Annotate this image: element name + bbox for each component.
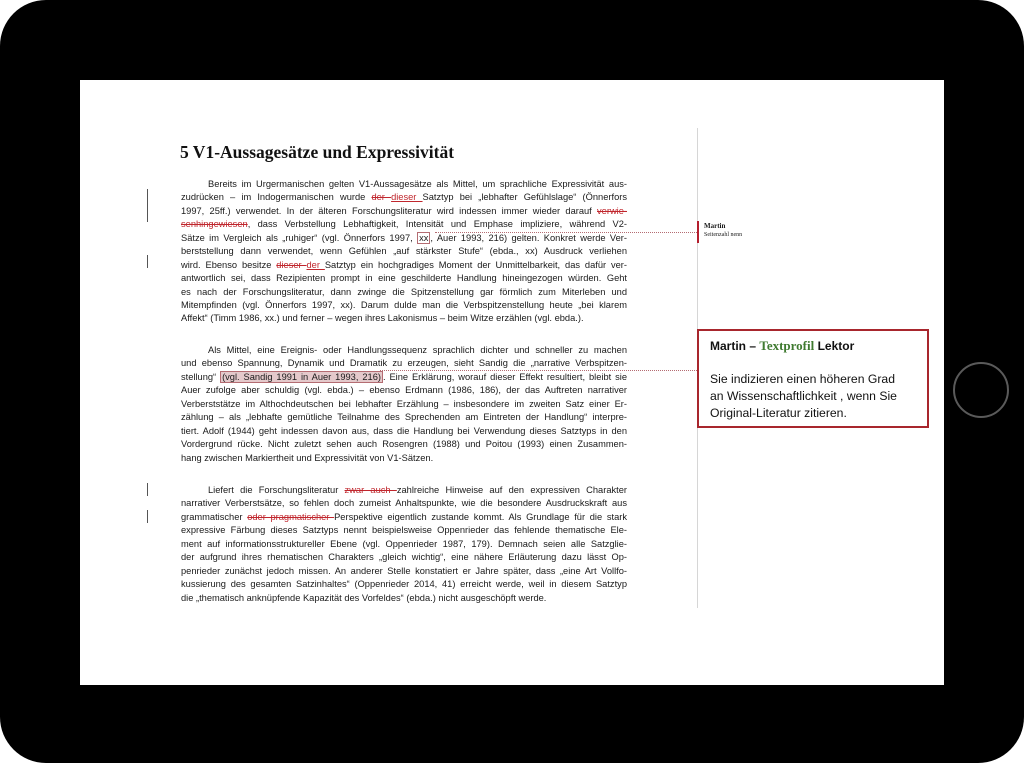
text-line: Auer zufolge aber schuldig (vgl. ebda.) – ebenso Erdmann (1986, 186), der das Auftreten narrativer [181, 385, 627, 396]
text-line: es nach der Forschungsliteratur, dann zwinge die Spitzenstellung gar förmlich zum Miterleben und [181, 286, 627, 297]
tracked-deletion[interactable]: senhingewiesen [181, 219, 248, 230]
page-title: 5 V1-Aussagesätze und Expressivität [180, 142, 455, 162]
text-line: 1997, 25ff.) verwendet. In der älteren Forschungsliteratur wird indessen immer wieder darauf verwie- [181, 205, 627, 216]
text-line: berststellung dann verwendet, wenn Gefühlen „auf stärkster Stufe“ (ebda., xx) Ausdruck verliehen [181, 246, 627, 257]
text-line: expressive Färbung dieses Satztyps nennt beispielsweise Oppenrieder das fehlende thematische Ele- [181, 525, 627, 536]
tracked-deletion[interactable]: zwar auch [344, 485, 397, 495]
comment-body: Sie indizieren einen höheren Grad an Wissenschaftlichkeit , wenn Sie Original-Literatur zitieren. [710, 372, 897, 420]
text-line: und ebenso Spannung, Dynamik und Dramatik zu erzeugen, sieht Sandig die „narrative Verbspitzen- [181, 358, 627, 369]
tracked-deletion[interactable]: der [371, 192, 392, 203]
text-line: Als Mittel, eine Ereignis- oder Handlungssequenz sprachlich dichter und schneller zu machen [208, 345, 627, 355]
text-line: Bereits im Urgermanischen gelten V1-Aussagesätze als Mittel, um sprachliche Expressivität aus- [208, 179, 627, 189]
text-line: stellung“ (vgl. Sandig 1991 in Auer 1993, 216) . Eine Erklärung, worauf dieser Effekt resultiert, bleibt sie [181, 371, 627, 382]
text-line: antwortlich sei, dass Rezipienten prompt in eine geschilderte Handlung hineingezogen würden. Geht [181, 273, 627, 284]
paragraph-3 [181, 484, 627, 605]
text-line: die „thematisch anknüpfende Kapazität des Vorfeldes“ (ebda.) nicht ausgeschöpft werde. [181, 592, 547, 603]
text-line: narrativer Verberstsätze, so fehlen doch zumeist Anhaltspunkte, wie die besondere Ausdruckskraft aus [181, 498, 627, 509]
text-line: ment auf informationsstruktureller Ebene (vgl. Oppenrieder 1987, 179). Demnach seien alle Satzglie- [181, 538, 627, 549]
text-line: Vordergrund rücke. Nicht zuletzt sehen auch Rosengren (1988) und Poitou (1993) einen Zusammen- [181, 439, 627, 450]
comment-connector [380, 370, 697, 371]
text-line: Affekt“ (Timm 1986, xx.) und ferner – wegen ihres Lakonismus – beim Witze erzählen (vgl. ebda.). [181, 313, 584, 324]
text-line: hang zwischen Markiertheit und Expressivität von V1-Sätzen. [181, 452, 434, 463]
tracked-deletion[interactable]: verwie- [597, 205, 627, 216]
comment-marker [697, 221, 699, 243]
text-line: tiert. Adolf (1944) geht indessen davon aus, dass die Handlung bei Verwendung dieses Satztyps in den [181, 425, 627, 436]
change-bar [147, 483, 148, 496]
comment-anchor-highlight[interactable]: (vgl. Sandig 1991 in Auer 1993, 216) [222, 371, 381, 382]
paragraph-1 [181, 178, 627, 326]
tracked-deletion[interactable]: oder pragmatischer [247, 511, 335, 522]
brand-name: Textprofil [759, 338, 815, 353]
comment-anchor[interactable]: xx [419, 232, 429, 243]
paragraph-2 [181, 344, 627, 465]
text-line: Verberststätze im Althochdeutschen bei lebhafter Erzählung – insbesondere im zweiten Satz einer Er- [181, 398, 627, 409]
text-line: Sätze im Vergleich als „ruhiger“ (vgl. Önnerfors 1997, xx , Auer 1993, 216) gelten. Konkret werde Ver- [181, 232, 627, 243]
text-line: penrieder zunächst jedoch missen. An anderer Stelle konstatiert er Jahre später, dass „eine Art Vollfo- [181, 565, 627, 576]
comment-connector [435, 232, 697, 233]
text-line: der aufgrund ihres rhematischen Charakters „gleich wichtig“, eine nähere Erläuterung dazu lässt Op- [181, 552, 627, 563]
text-line: Mitempfinden (vgl. Önnerfors 1997, xx). Darum dulde man die Verbspitzenstellung heute „bei klarem [181, 299, 627, 310]
text-line: senhingewiesen, dass Verbstellung Lebhaftigkeit, Intensität und Emphase impliziere, während V2- [181, 219, 627, 230]
text-line: zählung – als „lebhafte gemütliche Teilnahme des Sprechenden am Eintreten der Handlung“ interpre- [181, 412, 627, 423]
comment-text: Seitenzahl nenn [704, 232, 743, 238]
tracked-insertion[interactable]: dieser [391, 192, 423, 203]
comment-balloon-small[interactable] [704, 222, 742, 239]
text-line: zudrücken – im Indogermanischen wurde der dieser Satztyp bei „lebhafter Gefühlslage“ (Önnerfors [181, 192, 627, 203]
tracked-deletion[interactable]: dieser [276, 259, 307, 270]
change-bar [147, 255, 148, 268]
text-line: wird. Ebenso besitze dieser der Satztyp ein hochgradiges Moment der Unmittelbarkeit, das dafür ver- [181, 259, 627, 270]
change-bar [147, 510, 148, 523]
text-line: grammatischer oder pragmatischer Perspektive eigentlich zustande kommt. Als Grundlage für die stark [181, 511, 627, 522]
text-line: Liefert die Forschungsliteratur zwar auch zahlreiche Hinweise auf den expressiven Charakter [208, 485, 627, 495]
comment-header: Martin – Textprofil Lektor [710, 338, 855, 353]
tracked-insertion[interactable]: der [306, 259, 325, 270]
change-bar [147, 189, 148, 222]
comment-balloon[interactable] [697, 329, 929, 428]
document-page[interactable] [80, 80, 944, 685]
home-button[interactable] [953, 362, 1009, 418]
comment-author: Martin [704, 222, 726, 230]
text-line: kussierung des gesamten Satzinhaltes“ (Oppenrieder 2014, 41) erreicht werde, weil in diesem Satztyp [181, 579, 627, 590]
